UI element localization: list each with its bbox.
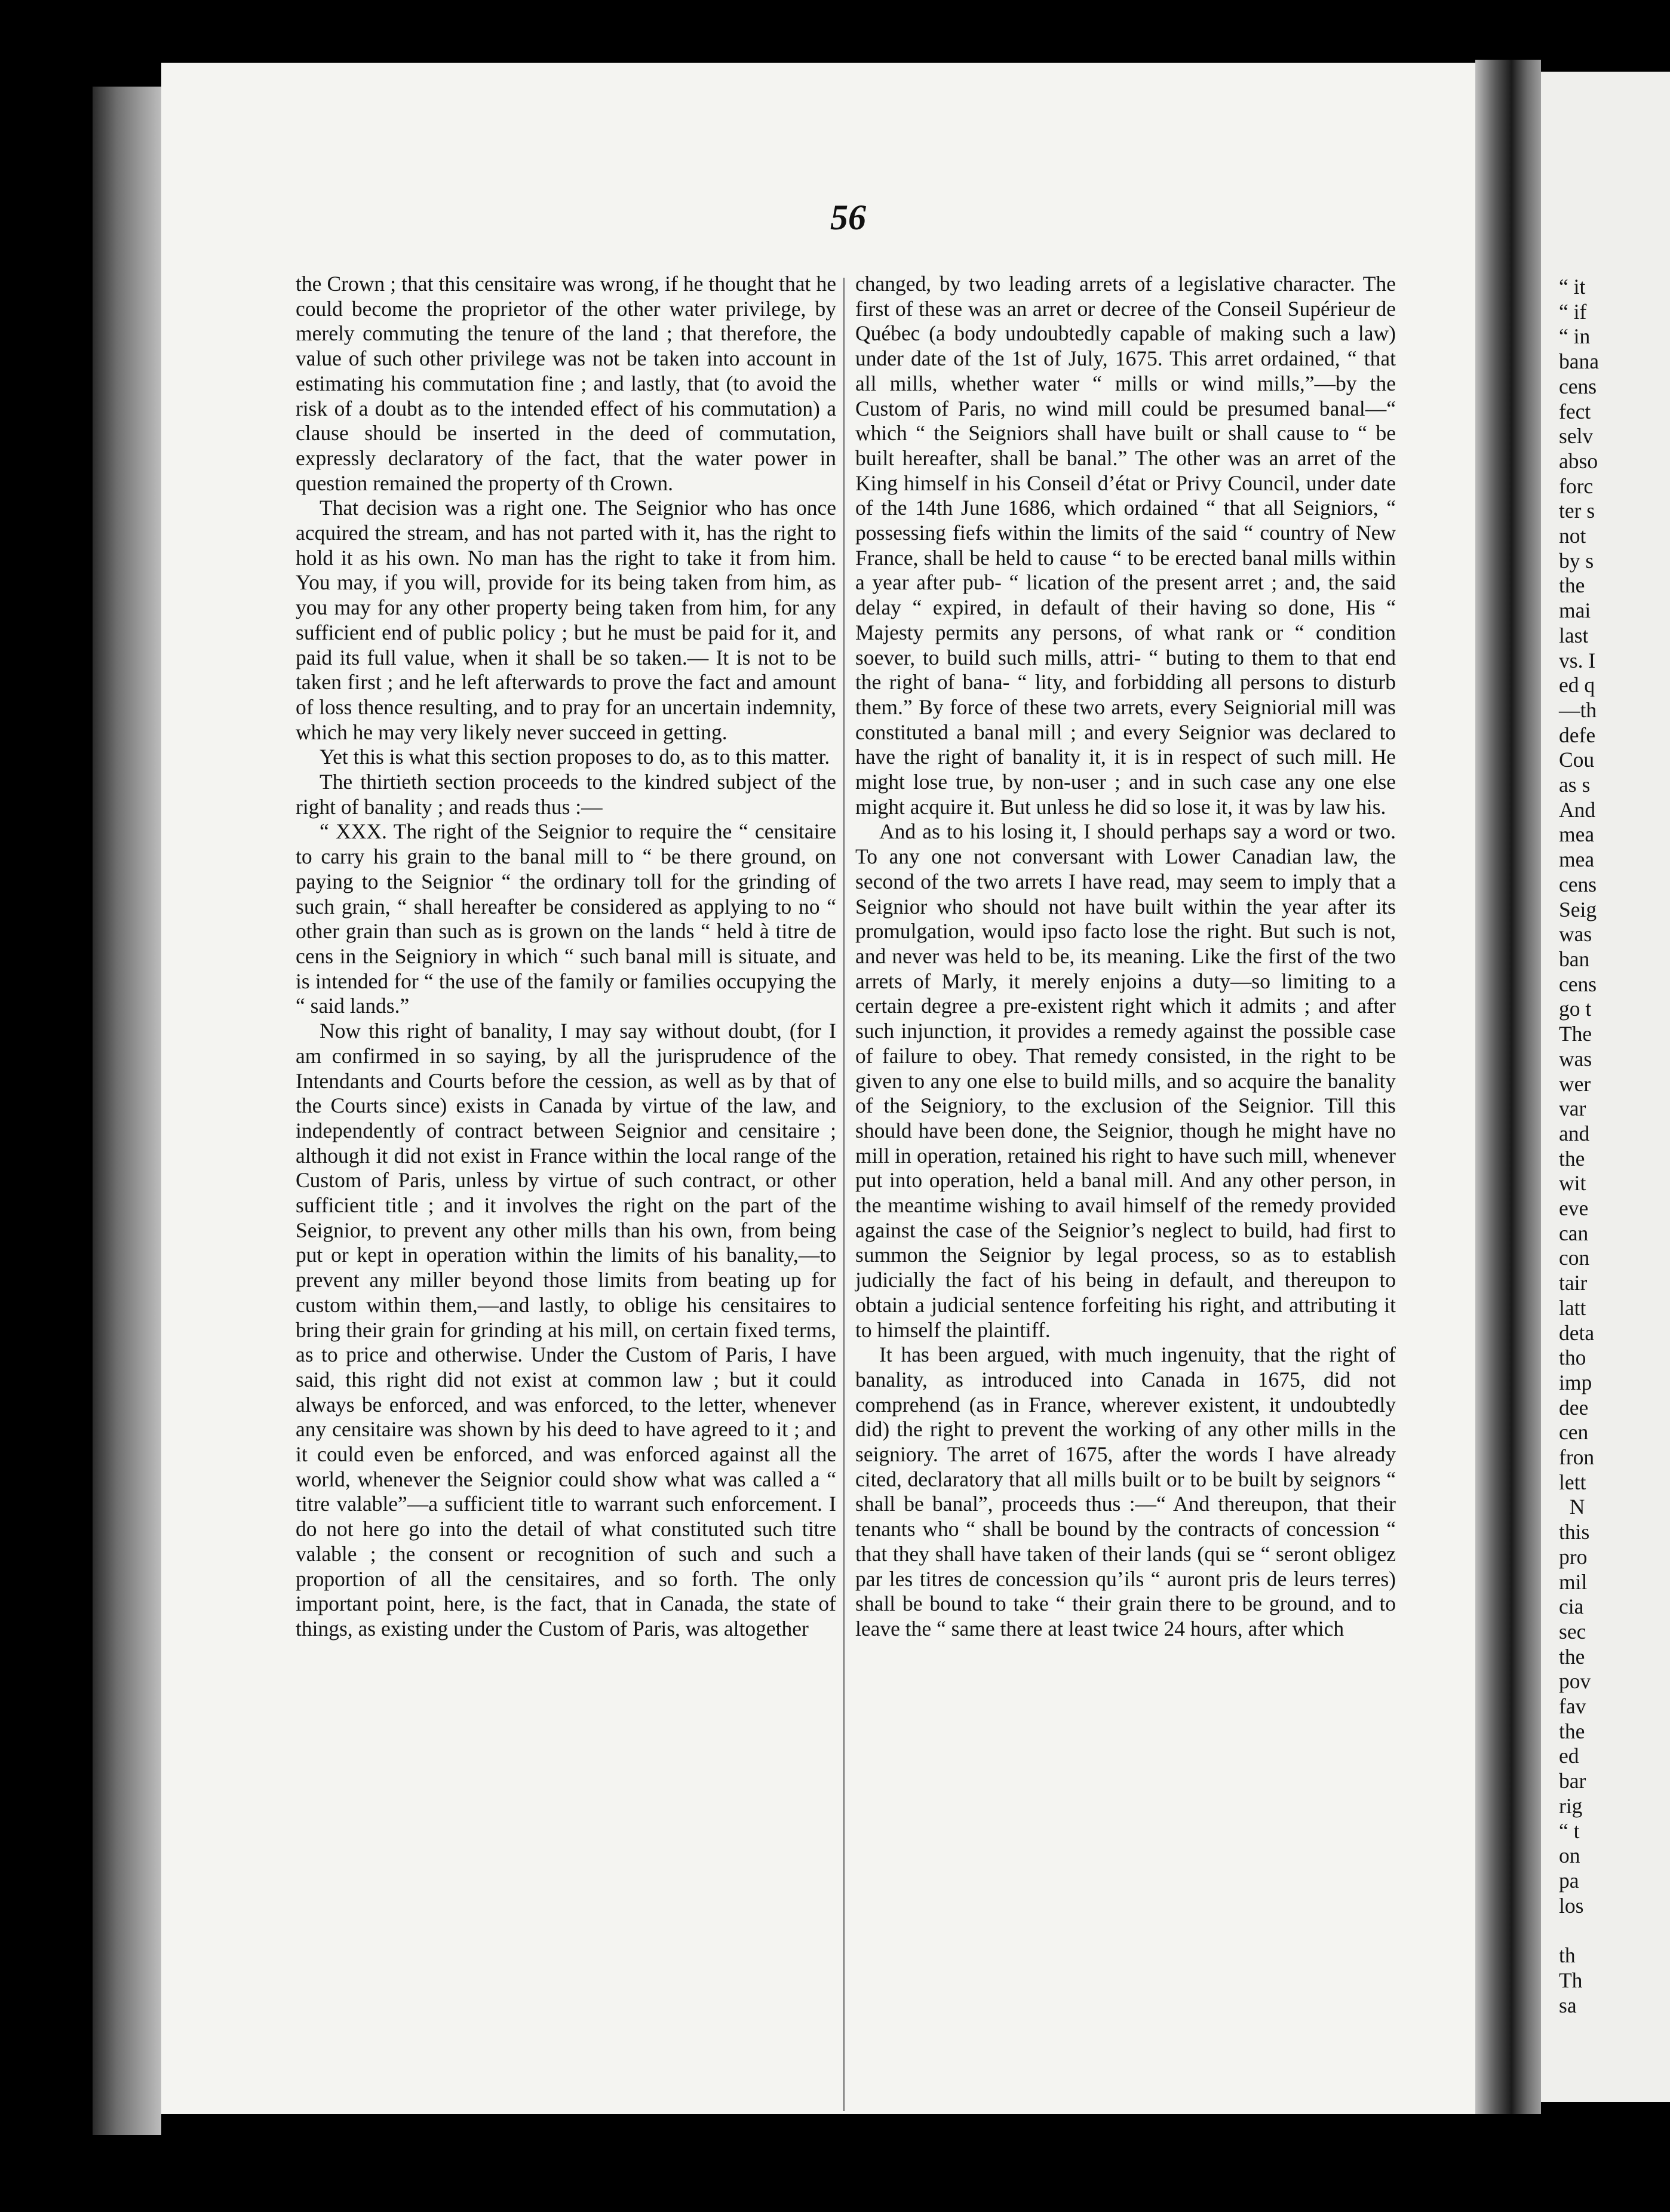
quoted-section: “ XXX. The right of the Seignior to require the “ censitaire to carry his grain to the banal mill to “ be there ground, on paying to the Seignior “ the ordinary toll for the grinding of such grain, “ shall hereafter be considered as applying to no “ other grain than such as is grown on the lands “ held à titre de cens in the Seigniory in which “ such banal mill is situate, and is intended for “ the use of the family or families occupying the “ said lands.” — [296, 819, 836, 1018]
paragraph: Yet this is what this section proposes to do, as to this matter. — [320, 745, 830, 769]
next-page-fragment — [1541, 72, 1670, 2102]
paragraph: Now this right of banality, I may say without doubt, (for I am confirmed in so saying, by all the jurisprudence of the Intendants and Courts before the cession, as well as by that of the Courts since) exists in Canada by virtue of the law, and independently of contract between Seignior and censitaire ; although it did not exist in France within the local range of the Custom of Paris, unless by virtue of such contract, or other sufficient title ; and it involves the right on the part of the Seignior, to prevent any other mills than his own, from being put or kept in operation within the limits of his banality,—to prevent any miller beyond those limits from beating up for custom within them,—and lastly, to oblige his censitaires to bring their grain for grinding at his mill, on certain fixed terms, as to price and otherwise. Under the Custom of Paris, I have said, this right did not exist at common law ; but it could always be enforced, and was enforced, to the letter, whenever any censitaire was shown by his deed to have agreed to it ; and it could even be enforced, and was enforced against all the world, whenever the Seignior could show what was called a “ titre valable”—a sufficient title to warrant such enforcement. I do not here go into the detail of what constituted such titre valable ; the consent or recognition of such and such a proportion of all the censitaires, and so forth. The only important point, here, is the fact, that in Canada, the state of things, as existing under the Custom of Paris, was altogether — [296, 1019, 836, 1640]
book-gutter — [1475, 60, 1541, 2114]
right-column — [855, 272, 1396, 1642]
paragraph: the Crown ; that this censitaire was wrong, if he thought that he could become the proprietor of the other water privilege, by merely commuting the tenure of the land ; that therefore, the value of such other privilege was not be taken into account in estimating his commutation fine ; and lastly, that (to avoid the risk of a doubt as to the intended effect of his commutation) a clause should be inserted in the deed of commutation, expressly declaratory of the fact, that the water power in question remained the property of th Crown. — [296, 272, 836, 495]
paragraph: The thirtieth section proceeds to the kindred subject of the right of banality ; and reads thus :— — [296, 770, 836, 819]
paragraph: And as to his losing it, I should perhaps say a word or two. To any one not conversant with Lower Canadian law, the second of the two arrets I have read, may seem to imply that a Seignior who should not have built within the year after its promulgation, would ipso facto lose the right. But such is not, and never was held to be, its meaning. Like the first of the two arrets of Marly, it merely enjoins a duty—so limiting to a certain degree a pre-existent right which it admits ; and after such injunction, it provides a remedy against the possible case of failure to obey. That remedy consisted, in the right to be given to any one else to build mills, and so acquire the banality of the Seigniory, to the exclusion of the Seignior. Till this should have been done, the Seignior, though he might have no mill in operation, retained his right to have such mill, whenever put into operation, held a banal mill. And any other person, in the meantime wishing to avail himself of the remedy provided against the case of the Seignior’s neglect to build, had first to summon the Seignior by legal process, so as to establish judicially the fact of his being in default, and thereupon to obtain a judicial sentence forfeiting his right, and attributing it to himself the plaintiff. — [855, 819, 1396, 1342]
paragraph: That decision was a right one. The Seignior who has once acquired the stream, and has not parted with it, has the right to hold it as his own. No man has the right to take it from him. You may, if you will, provide for its being taken from him, as you may for any other property being taken from him, for any sufficient end of public policy ; but he must be paid for it, and paid its full value, when it shall be so taken.— It is not to be taken first ; and he left afterwards to prove the fact and amount of loss thence resulting, and to pray for an uncertain indemnity, which he may very likely never succeed in getting. — [296, 496, 836, 744]
book-left-edge — [93, 87, 161, 2135]
page-number: 56 — [830, 198, 866, 237]
paragraph: changed, by two leading arrets of a legislative character. The first of these was an arret or decree of the Conseil Supérieur de Québec (a body undoubtedly capable of making such a law) under date of the 1st of July, 1675. This arret ordained, “ that all mills, whether water “ mills or wind mills,”—by the Custom of Paris, no wind mill could be presumed banal—“ which “ the Seigniors shall have built or shall cause to “ be built hereafter, shall be banal.” The other was an arret of the King himself in his Conseil d’état or Privy Council, under date of the 14th June 1686, which ordained “ that all Seigniors, “ possessing fiefs within the limits of the said “ country of New France, shall be held to cause “ to be erected banal mills within a year after pub- “ lication of the present arret ; and, the said delay “ expired, in default of their having so done, His “ Majesty permits any persons, of what rank or “ condition soever, to build such mills, attri- “ buting to them to that end the right of bana- “ lity, and forbidding all persons to disturb them.” By force of these two arrets, every Seigniorial mill was constituted a banal mill ; and every Seignior was declared to have the right of banality it, it is in respect of such mill. He might lose true, by non-user ; and in such case any one else might acquire it. But unless he did so lose it, it was by law his. — [855, 272, 1396, 819]
paragraph: It has been argued, with much ingenuity, that the right of banality, as introduced into Canada in 1675, did not comprehend (as in France, wherever existent, it undoubtedly did) the right to prevent the working of any other mills in the seigniory. The arret of 1675, after the words I have already cited, declaratory that all mills built or to be built by seignors “ shall be banal”, proceeds thus :—“ And thereupon, that their tenants who “ shall be bound by the contracts of concession “ that they shall have taken of their lands (qui se “ seront obligez par les titres de concession qu’ils “ auront pris de leurs terres) shall be bound to take “ their grain there to be ground, and to leave the “ same there at least twice 24 hours, after which — [855, 1342, 1396, 1640]
column-divider — [843, 278, 845, 2111]
left-column — [296, 272, 836, 1642]
next-page-text: “ it “ if “ in bana cens fect selv abso forc ter s not by s the mai last vs. I ed q —th defe Cou as s And mea mea cens Seig was ban cens go t The was wer var and the wit eve can con tair latt deta tho imp dee cen fron lett N this pro mil cia sec the pov fav the ed bar rig “ t on pa los th Th sa — [1559, 275, 1600, 2017]
